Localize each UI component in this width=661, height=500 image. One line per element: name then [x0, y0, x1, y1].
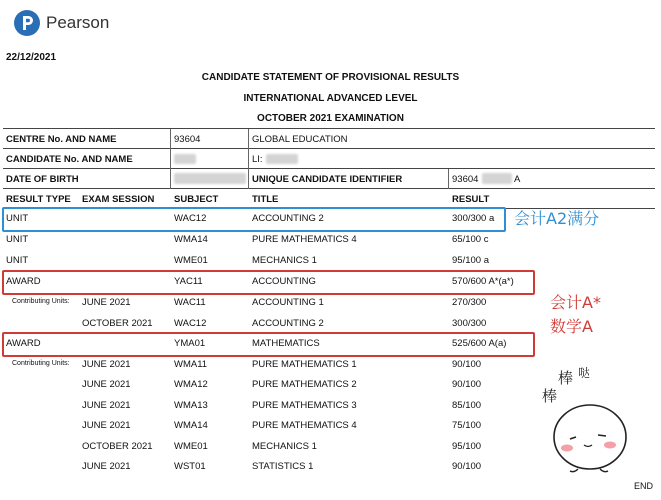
- subject-code: WMA14: [174, 420, 208, 431]
- pearson-logo: [14, 10, 109, 36]
- table-rule: [3, 188, 655, 189]
- pearson-p-icon: [14, 10, 40, 36]
- uci-label: UNIQUE CANDIDATE IDENTIFIER: [252, 174, 403, 185]
- subject-code: WME01: [174, 441, 208, 452]
- header-title: TITLE: [252, 194, 279, 205]
- subject-code: WME01: [174, 255, 208, 266]
- redacted-candidate-name: [266, 154, 298, 164]
- subject-title: MATHEMATICS: [252, 338, 320, 349]
- uci-suffix: A: [514, 174, 521, 185]
- dob-label: DATE OF BIRTH: [6, 174, 79, 185]
- end-marker: END: [634, 481, 654, 491]
- highlight-box-accounting-2: [2, 207, 506, 232]
- exam-session: JUNE 2021: [82, 461, 131, 472]
- table-rule: [3, 168, 655, 169]
- sticker-char: 哒: [578, 366, 591, 380]
- result-value: 85/100: [452, 400, 482, 411]
- result-value: 95/100 a: [452, 255, 489, 266]
- redacted-uci: [482, 173, 512, 184]
- qualification-level: INTERNATIONAL ADVANCED LEVEL: [243, 93, 418, 104]
- subject-code: WAC11: [174, 297, 206, 308]
- subject-code: WST01: [174, 461, 206, 472]
- result-value: 300/300 a: [452, 213, 495, 224]
- red-annotation-mathematics: 数学A: [550, 317, 593, 336]
- table-rule: [3, 128, 655, 129]
- header-result: RESULT: [452, 194, 490, 205]
- subject-title: ACCOUNTING 1: [252, 297, 324, 308]
- subject-code: WMA14: [174, 234, 208, 245]
- subject-title: PURE MATHEMATICS 4: [252, 234, 357, 245]
- result-type: UNIT: [6, 255, 29, 266]
- subject-title: PURE MATHEMATICS 4: [252, 420, 357, 431]
- subject-code: WMA11: [174, 359, 208, 370]
- table-rule: [3, 148, 655, 149]
- result-type: AWARD: [6, 276, 41, 287]
- brand-name: Pearson: [46, 13, 110, 32]
- header-result-type: RESULT TYPE: [6, 194, 71, 205]
- statement-title: CANDIDATE STATEMENT OF PROVISIONAL RESULTS: [201, 72, 460, 83]
- result-value: 90/100: [452, 359, 482, 370]
- result-value: 65/100 c: [452, 234, 489, 245]
- exam-session: JUNE 2021: [82, 359, 131, 370]
- exam-session: JUNE 2021: [82, 379, 131, 390]
- smiley-sticker: [540, 365, 640, 475]
- subject-title: MECHANICS 1: [252, 255, 317, 266]
- result-type: AWARD: [6, 338, 41, 349]
- result-type: UNIT: [6, 234, 29, 245]
- exam-session: JUNE 2021: [82, 297, 131, 308]
- blue-annotation: 会计A2满分: [514, 209, 600, 228]
- redacted-dob: [174, 173, 246, 184]
- highlight-box-accounting-award: [2, 270, 535, 295]
- exam-session: OCTOBER 2021: [82, 318, 153, 329]
- result-value: 90/100: [452, 461, 482, 472]
- subject-code: WMA12: [174, 379, 208, 390]
- subject-title: PURE MATHEMATICS 3: [252, 400, 357, 411]
- subject-title: PURE MATHEMATICS 2: [252, 379, 357, 390]
- highlight-box-mathematics-award: [2, 332, 535, 357]
- result-value: 75/100: [452, 420, 482, 431]
- candidate-name-prefix: LI:: [252, 154, 263, 165]
- result-type: UNIT: [6, 213, 29, 224]
- candidate-label: CANDIDATE No. AND NAME: [6, 154, 133, 165]
- red-annotation-accounting: 会计A*: [550, 293, 601, 312]
- column-divider: [448, 169, 449, 189]
- subject-code: YAC11: [174, 276, 203, 287]
- header-exam-session: EXAM SESSION: [82, 194, 155, 205]
- subject-title: ACCOUNTING 2: [252, 318, 324, 329]
- exam-series: OCTOBER 2021 EXAMINATION: [257, 113, 404, 124]
- subject-code: YMA01: [174, 338, 206, 349]
- subject-code: WMA13: [174, 400, 208, 411]
- result-value: 300/300: [452, 318, 487, 329]
- statement-date: 22/12/2021: [6, 52, 57, 63]
- result-type: Contributing Units:: [12, 298, 70, 305]
- sticker-char: 棒: [542, 387, 558, 405]
- result-value: 95/100: [452, 441, 482, 452]
- subject-title: PURE MATHEMATICS 1: [252, 359, 357, 370]
- result-value: 90/100: [452, 379, 482, 390]
- subject-title: STATISTICS 1: [252, 461, 314, 472]
- sticker-char: 棒: [558, 369, 574, 387]
- column-divider: [248, 129, 249, 189]
- header-subject: SUBJECT: [174, 194, 219, 205]
- exam-session: OCTOBER 2021: [82, 441, 153, 452]
- subject-title: MECHANICS 1: [252, 441, 317, 452]
- centre-label: CENTRE No. AND NAME: [6, 134, 117, 145]
- result-value: 570/600 A*(a*): [452, 276, 514, 287]
- subject-title: ACCOUNTING 2: [252, 213, 324, 224]
- exam-session: JUNE 2021: [82, 400, 131, 411]
- redacted-candidate-number: [174, 154, 196, 164]
- uci-value: 93604: [452, 174, 479, 185]
- column-divider: [170, 129, 171, 189]
- result-type: Contributing Units:: [12, 360, 70, 367]
- centre-number: 93604: [174, 134, 201, 145]
- result-value: 270/300: [452, 297, 487, 308]
- subject-code: WAC12: [174, 318, 207, 329]
- result-value: 525/600 A(a): [452, 338, 507, 349]
- subject-code: WAC12: [174, 213, 207, 224]
- exam-session: JUNE 2021: [82, 420, 131, 431]
- subject-title: ACCOUNTING: [252, 276, 316, 287]
- centre-name: GLOBAL EDUCATION: [252, 134, 348, 145]
